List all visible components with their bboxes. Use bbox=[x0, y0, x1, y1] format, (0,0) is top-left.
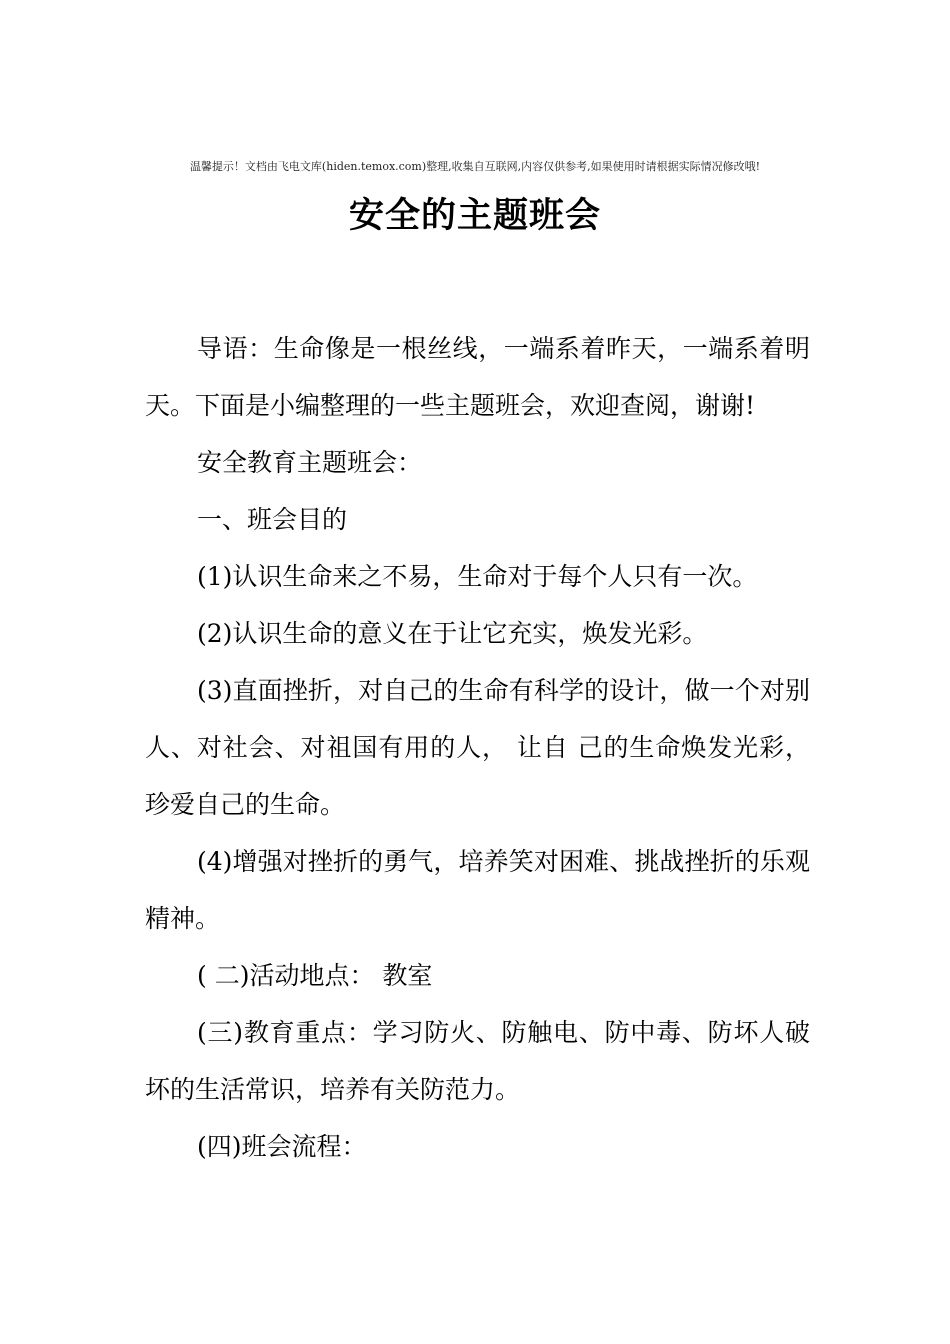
paragraph-section-heading: 安全教育主题班会： bbox=[197, 448, 423, 477]
document-body bbox=[145, 320, 810, 1175]
header-notice: 温馨提示！文档由飞电文库(hiden.temox.com)整理,收集自互联网,内容仅供参考,如果使用时请根据实际情况修改哦! bbox=[189, 160, 761, 173]
paragraph-goal-3: (3)直面挫折，对自己的生命有科学的设计，做一个对别人、对社会、对祖国有用的人， 让自 己的生命焕发光彩，珍爱自己的生命。 bbox=[145, 676, 810, 819]
paragraph-focus: (三)教育重点：学习防火、防触电、防中毒、防坏人破坏的生活常识，培养有关防范力。 bbox=[145, 1018, 810, 1104]
paragraph-goal-1: (1)认识生命来之不易，生命对于每个人只有一次。 bbox=[197, 562, 758, 591]
document-title: 安全的主题班会 bbox=[348, 195, 601, 236]
paragraph-intro: 导语：生命像是一根丝线，一端系着昨天，一端系着明天。下面是小编整理的一些主题班会，欢迎查阅，谢谢! bbox=[145, 334, 810, 420]
paragraph-goal-4: (4)增强对挫折的勇气，培养笑对困难、挑战挫折的乐观精神。 bbox=[145, 847, 810, 933]
paragraph-goal-2: (2)认识生命的意义在于让它充实，焕发光彩。 bbox=[197, 619, 708, 648]
paragraph-location: ( 二)活动地点： 教室 bbox=[197, 961, 433, 990]
paragraph-goal-heading: 一、班会目的 bbox=[197, 505, 348, 534]
paragraph-process: (四)班会流程： bbox=[197, 1132, 367, 1161]
